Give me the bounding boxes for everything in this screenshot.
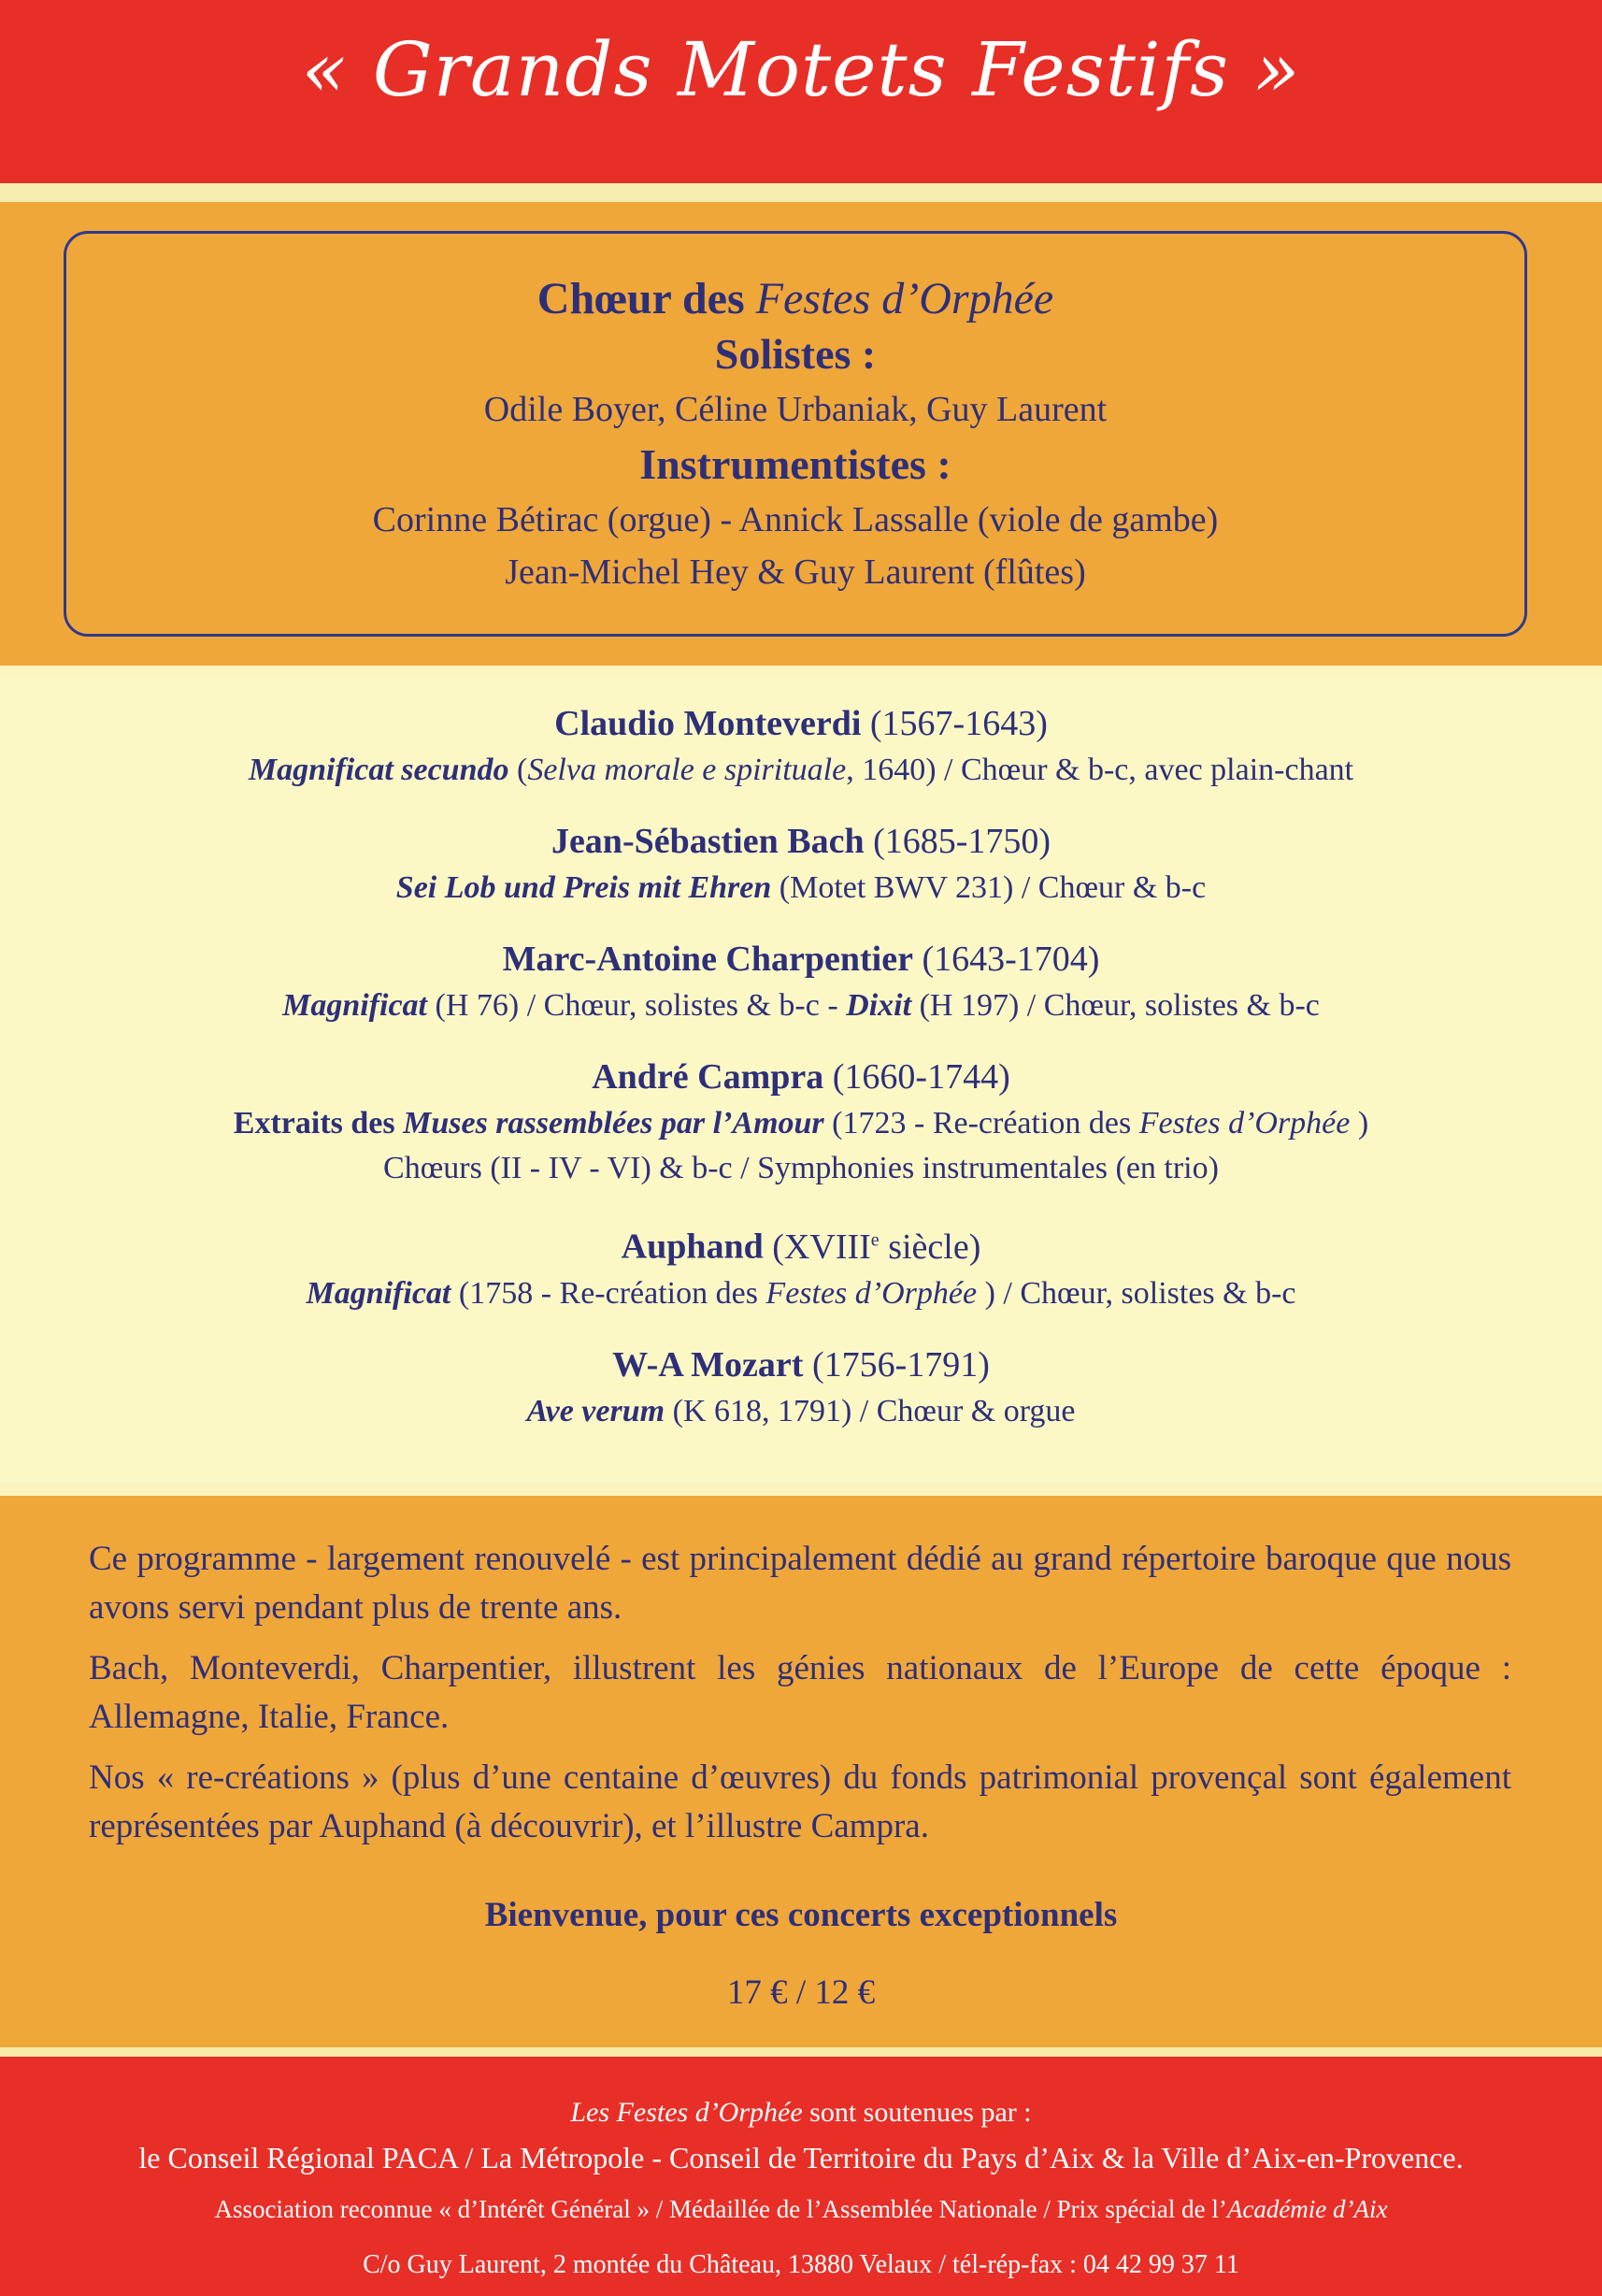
work-detail: (H 197) / Chœur, solistes & b-c [911, 988, 1320, 1023]
work-lead: Extraits des [233, 1106, 404, 1141]
work-source: Selva morale e spirituale [527, 753, 847, 787]
dates-suffix: siècle) [879, 1227, 981, 1267]
intro-paragraph-1: Ce programme - largement renouvelé - est principalement dédié au grand répertoire baroque que nous avons servi pendant plus de trente ans. [89, 1540, 1511, 1627]
work-title: Magnificat [282, 988, 427, 1023]
work-title: Magnificat [306, 1275, 451, 1311]
intro-text [89, 1535, 1511, 1863]
instrumentalists-line-1: Corinne Bétirac (orgue) - Annick Lassalle (viole de gambe) [372, 500, 1219, 539]
choir-prefix: Chœur des [536, 274, 745, 323]
work-detail: (1758 - Re-création des [451, 1275, 766, 1311]
composer-dates: (1643-1704) [922, 940, 1100, 979]
work-detail: (K 618, 1791) / Chœur & orgue [665, 1393, 1076, 1428]
intro-paragraph-2: Bach, Monteverdi, Charpentier, illustrent les génies nationaux de l’Europe de cette époque : Allemagne, Italie, France. [89, 1649, 1511, 1736]
work-detail: ) [1350, 1106, 1369, 1141]
page-title: « Grands Motets Festifs » [301, 26, 1301, 113]
footer-support: sont soutenues par : [802, 2097, 1032, 2128]
composer-dates: (1567-1643) [869, 704, 1048, 743]
composer-name: Claudio Monteverdi [554, 704, 862, 743]
composer-name: Jean-Sébastien Bach [551, 822, 865, 861]
program-item [0, 699, 1602, 793]
intro-paragraph-3: Nos « re-créations » (plus d’une centaine d’œuvres) du fonds patrimonial provençal sont également représentées par Auphand (à découvrir), et l’illustre Campra. [89, 1758, 1511, 1845]
composer-dates [772, 1227, 980, 1267]
program-list [0, 699, 1602, 1458]
ensemble-name: Festes d’Orphée [765, 1275, 978, 1311]
work-detail: (1723 - Re-création des [823, 1106, 1139, 1141]
text-stripe [0, 2047, 1602, 2057]
program-item [0, 935, 1602, 1028]
work-title: Ave verum [526, 1393, 665, 1428]
composer-name: Auphand [621, 1227, 764, 1267]
program-item [0, 817, 1602, 911]
ticket-price: 17 € / 12 € [726, 1973, 876, 2012]
header-stripe [0, 183, 1602, 202]
work-detail: ) / Chœur, solistes & b-c [977, 1275, 1296, 1311]
work-title: Muses rassemblées par l’Amour [403, 1106, 824, 1141]
footer-ensemble: Les Festes d’Orphée [570, 2097, 803, 2128]
work-detail-line-2: Chœurs (II - IV - VI) & b-c / Symphonies instrumentales (en trio) [383, 1151, 1219, 1185]
cast-box [64, 231, 1527, 637]
program-item [0, 1215, 1602, 1316]
soloists-list: Odile Boyer, Céline Urbaniak, Guy Laurent [483, 390, 1108, 429]
choir-heading [66, 273, 1524, 325]
instrumentalists-line-2: Jean-Michel Hey & Guy Laurent (flûtes) [505, 552, 1086, 592]
work-detail: (Motet BWV 231) / Chœur & b-c [771, 870, 1207, 905]
program-item [0, 1341, 1602, 1434]
work-detail: , 1640) / Chœur & b-c, avec plain-chant [846, 753, 1354, 787]
work-title: Sei Lob und Preis mit Ehren [395, 870, 772, 905]
work-title: Magnificat secundo [248, 753, 509, 787]
choir-name: Festes d’Orphée [755, 274, 1054, 323]
composer-name: André Campra [592, 1057, 824, 1097]
footer-sponsors: le Conseil Régional PACA / La Métropole - Conseil de Territoire du Pays d’Aix & la Ville d’Aix-en-Provence. [138, 2141, 1464, 2174]
work-detail: ( [508, 753, 528, 787]
composer-dates: (1660-1744) [832, 1057, 1010, 1097]
welcome-line: Bienvenue, pour ces concerts exceptionnels [484, 1896, 1118, 1934]
composer-name: W-A Mozart [612, 1344, 804, 1385]
ensemble-name: Festes d’Orphée [1138, 1106, 1351, 1141]
composer-dates: (1756-1791) [811, 1344, 990, 1385]
footer-text [0, 2090, 1602, 2292]
footer-contact: C/o Guy Laurent, 2 montée du Château, 13880 Velaux / tél-rép-fax : 04 42 99 37 11 [363, 2250, 1239, 2279]
composer-name: Marc-Antoine Charpentier [502, 940, 913, 979]
composer-dates: (1685-1750) [873, 822, 1051, 861]
footer-academy: Académie d’Aix [1226, 2195, 1388, 2223]
dates-superscript: e [870, 1229, 880, 1250]
instrumentalists-heading: Instrumentistes : [639, 440, 951, 488]
soloists-heading: Solistes : [714, 330, 877, 378]
program-stripe [0, 1483, 1602, 1496]
work-detail: (H 76) / Chœur, solistes & b-c - [427, 988, 847, 1023]
work-title-2: Dixit [846, 988, 912, 1023]
program-item [0, 1053, 1602, 1191]
cast-stripe [0, 666, 1602, 679]
footer-recognition: Association reconnue « d’Intérêt Général » / Médaillée de l’Assemblée Nationale / Prix spécial de l’ [214, 2195, 1227, 2223]
dates-prefix: (XVIII [772, 1227, 871, 1267]
